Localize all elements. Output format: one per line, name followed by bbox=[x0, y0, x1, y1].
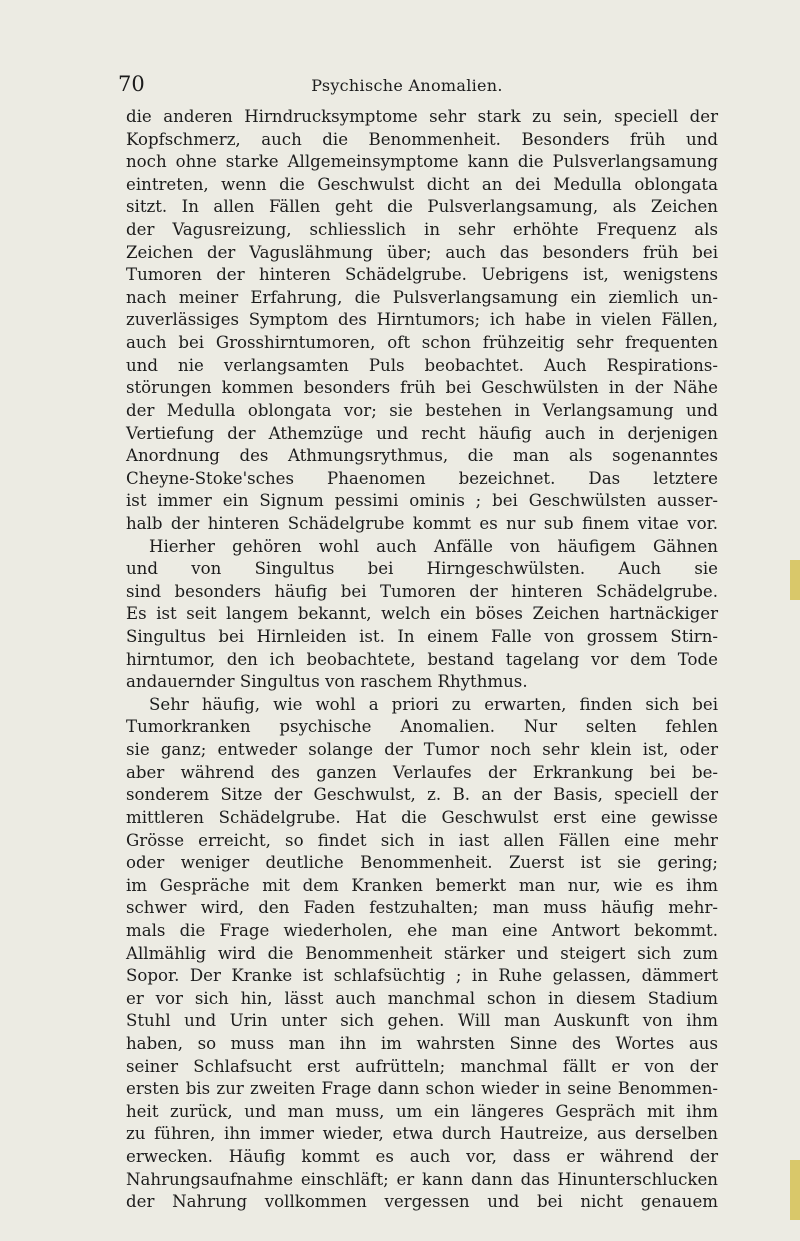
text-line: haben, so muss man ihn im wahrsten Sinne des Wortes aus bbox=[126, 1033, 718, 1053]
text-line: sonderem Sitze der Geschwulst, z. B. an der Basis, speciell der bbox=[126, 785, 718, 805]
text-line: noch ohne starke Allgemeinsymptome kann die Pulsverlangsamung bbox=[126, 152, 718, 172]
text-line: ist immer ein Signum pessimi ominis ; bei Geschwülsten ausser- bbox=[126, 491, 718, 511]
running-title: Psychische Anomalien. bbox=[311, 76, 503, 95]
text-line: halb der hinteren Schädelgrube kommt es nur sub finem vitae vor. bbox=[126, 513, 718, 533]
text-line: zu führen, ihn immer wieder, etwa durch Hautreize, aus derselben bbox=[126, 1124, 718, 1144]
text-line: schwer wird, den Faden festzuhalten; man muss häufig mehr- bbox=[126, 898, 718, 918]
text-line: Tumorkranken psychische Anomalien. Nur selten fehlen bbox=[126, 717, 718, 737]
text-line: und nie verlangsamten Puls beobachtet. Auch Respirations- bbox=[126, 355, 718, 375]
text-line: sitzt. In allen Fällen geht die Pulsverlangsamung, als Zeichen bbox=[126, 197, 718, 217]
text-line: hirntumor, den ich beobachtete, bestand tagelang vor dem Tode bbox=[126, 649, 718, 669]
text-line: sind besonders häufig bei Tumoren der hinteren Schädelgrube. bbox=[126, 581, 718, 601]
text-line: Sehr häufig, wie wohl a priori zu erwarten, finden sich bei bbox=[149, 694, 718, 714]
text-line: sie ganz; entweder solange der Tumor noch sehr klein ist, oder bbox=[126, 740, 718, 760]
text-line: und von Singultus bei Hirngeschwülsten. Auch sie bbox=[126, 559, 718, 579]
text-line: Allmählig wird die Benommenheit stärker und steigert sich zum bbox=[126, 943, 718, 963]
text-line: Anordnung des Athmungsrythmus, die man als sogenanntes bbox=[126, 446, 718, 466]
text-line: Sopor. Der Kranke ist schlafsüchtig ; in Ruhe gelassen, dämmert bbox=[126, 966, 718, 986]
text-line: eintreten, wenn die Geschwulst dicht an dei Medulla oblongata bbox=[126, 174, 718, 194]
text-line: Tumoren der hinteren Schädelgrube. Uebrigens ist, wenigstens bbox=[126, 265, 718, 285]
text-line: mittleren Schädelgrube. Hat die Geschwulst erst eine gewisse bbox=[126, 807, 718, 827]
text-line: die anderen Hirndrucksymptome sehr stark zu sein, speciell der bbox=[126, 107, 718, 126]
text-line: Cheyne-Stoke'sches Phaenomen bezeichnet. Das letztere bbox=[126, 468, 718, 488]
text-line: aber während des ganzen Verlaufes der Erkrankung bei be- bbox=[126, 762, 718, 782]
text-line: der Nahrung vollkommen vergessen und bei nicht genauem bbox=[126, 1192, 718, 1212]
text-line: andauernder Singultus von raschem Rhythmus. bbox=[126, 672, 528, 692]
text-line: im Gespräche mit dem Kranken bemerkt man nur, wie es ihm bbox=[126, 875, 718, 895]
text-line: erwecken. Häufig kommt es auch vor, dass er während der bbox=[126, 1147, 718, 1167]
text-line: Es ist seit langem bekannt, welch ein böses Zeichen hartnäckiger bbox=[126, 604, 718, 624]
text-line: Hierher gehören wohl auch Anfälle von häufigem Gähnen bbox=[149, 536, 718, 556]
page-edge-mark bbox=[790, 1160, 800, 1220]
text-line: ersten bis zur zweiten Frage dann schon wieder in seine Benommen- bbox=[126, 1079, 718, 1099]
text-line: Grösse erreicht, so findet sich in iast allen Fällen eine mehr bbox=[126, 830, 718, 850]
text-line: oder weniger deutliche Benommenheit. Zuerst ist sie gering; bbox=[126, 853, 718, 873]
text-line: Nahrungsaufnahme einschläft; er kann dann das Hinunterschlucken bbox=[126, 1169, 718, 1189]
text-line: Vertiefung der Athemzüge und recht häufig auch in derjenigen bbox=[126, 423, 718, 443]
page-number: 70 bbox=[118, 72, 145, 96]
text-line: nach meiner Erfahrung, die Pulsverlangsamung ein ziemlich un- bbox=[126, 287, 718, 307]
text-line: Zeichen der Vaguslähmung über; auch das besonders früh bei bbox=[126, 242, 718, 262]
text-line: der Medulla oblongata vor; sie bestehen in Verlangsamung und bbox=[126, 400, 718, 420]
text-line: seiner Schlafsucht erst aufrütteln; manchmal fällt er von der bbox=[126, 1056, 718, 1076]
text-line: Singultus bei Hirnleiden ist. In einem Falle von grossem Stirn- bbox=[126, 627, 718, 647]
page-edge-mark bbox=[790, 560, 800, 600]
text-line: Kopfschmerz, auch die Benommenheit. Besonders früh und bbox=[126, 129, 718, 149]
body-text bbox=[126, 106, 718, 1214]
text-line: heit zurück, und man muss, um ein längeres Gespräch mit ihm bbox=[126, 1101, 718, 1121]
page-header bbox=[104, 72, 710, 106]
text-line: störungen kommen besonders früh bei Geschwülsten in der Nähe bbox=[126, 378, 718, 398]
text-line: auch bei Grosshirntumoren, oft schon frühzeitig sehr frequenten bbox=[126, 333, 718, 353]
text-line: zuverlässiges Symptom des Hirntumors; ich habe in vielen Fällen, bbox=[126, 310, 718, 330]
text-line: er vor sich hin, lässt auch manchmal schon in diesem Stadium bbox=[126, 988, 718, 1008]
text-line: der Vagusreizung, schliesslich in sehr erhöhte Frequenz als bbox=[126, 220, 718, 240]
text-line: mals die Frage wiederholen, ehe man eine Antwort bekommt. bbox=[126, 920, 718, 940]
text-line: Stuhl und Urin unter sich gehen. Will man Auskunft von ihm bbox=[126, 1011, 718, 1031]
